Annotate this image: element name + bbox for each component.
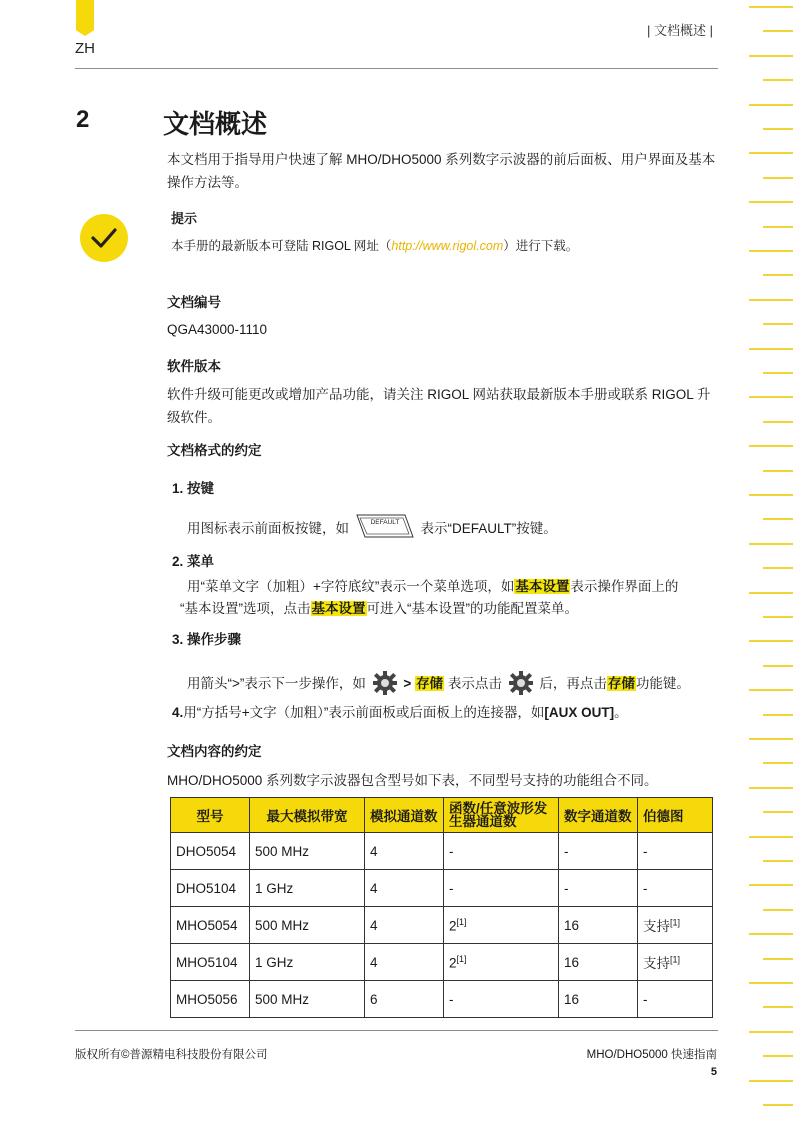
format-conventions-heading: 文档格式的约定 (167, 443, 262, 458)
ruler-tick (749, 592, 793, 594)
software-version-text: 软件升级可能更改或增加产品功能，请关注 RIGOL 网站获取最新版本手册或联系 RIGOL 升级软件。 (167, 387, 711, 425)
cell-bode-value: 支持 (643, 956, 670, 971)
cell-generator-channels (444, 833, 559, 870)
ruler-tick (763, 421, 793, 423)
cell-analog-channels-value: 4 (370, 880, 378, 896)
cell-bode (638, 944, 713, 981)
table-header-row (171, 798, 713, 833)
convention-2-line1-before: 用“菜单文字（加粗）+字符底纹”表示一个菜单选项，如 (187, 579, 515, 594)
cell-model (171, 944, 250, 981)
ruler-tick (763, 177, 793, 179)
tip-text-after: ）进行下载。 (503, 239, 579, 253)
cell-analog-channels (365, 944, 444, 981)
cell-generator-channels-value: 2 (449, 918, 457, 934)
tip-text-before: 本手册的最新版本可登陆 RIGOL 网址（ (171, 239, 392, 253)
cell-analog-channels-value: 4 (370, 954, 378, 970)
convention-1-before: 用图标表示前面板按键，如 (187, 521, 349, 536)
cell-digital-channels (559, 833, 638, 870)
intro-paragraph: 本文档用于指导用户快速了解 MHO/DHO5000 系列数字示波器的前后面板、用户界面及基本操作方法等。 (167, 152, 716, 190)
footnote-marker: [1] (670, 954, 681, 965)
convention-4 (172, 701, 628, 721)
ruler-tick (749, 104, 793, 106)
checkmark-icon (80, 214, 128, 262)
ruler-tick (763, 470, 793, 472)
language-label: ZH (75, 40, 95, 57)
cell-bandwidth (250, 944, 365, 981)
language-tab-marker (76, 0, 94, 36)
ruler-tick (763, 30, 793, 32)
default-key-label: DEFAULT (370, 519, 400, 526)
software-version-heading: 软件版本 (167, 359, 221, 374)
cell-analog-channels (365, 981, 444, 1018)
cell-generator-channels-value: - (449, 991, 454, 1007)
footer-divider (75, 1030, 718, 1031)
ruler-tick (749, 982, 793, 984)
convention-3-text (187, 670, 690, 696)
cell-model-value: MHO5104 (176, 954, 238, 970)
convention-4-prefix: 4. (172, 705, 184, 720)
convention-2-line2 (180, 598, 578, 620)
footer-copyright: 版权所有©普源精电科技股份有限公司 (75, 1049, 268, 1061)
convention-1-title: 1. 按键 (172, 481, 215, 496)
cell-bode (638, 907, 713, 944)
ruler-tick (763, 372, 793, 374)
default-key-icon (355, 513, 415, 546)
ruler-tick (749, 299, 793, 301)
col-header-bode: 伯德图 (638, 798, 713, 833)
footnote-marker: [1] (456, 953, 467, 964)
ruler-tick (763, 1104, 793, 1106)
ruler-tick (749, 494, 793, 496)
cell-digital-channels-value: 16 (564, 917, 580, 933)
ruler-tick (763, 616, 793, 618)
ruler-tick (749, 787, 793, 789)
ruler-tick (749, 884, 793, 886)
convention-2-line1 (187, 576, 678, 598)
gear-icon (508, 670, 534, 696)
cell-bandwidth-value: 1 GHz (255, 954, 294, 970)
cell-digital-channels (559, 981, 638, 1018)
convention-3-before: 用箭头“>”表示下一步操作，如 (187, 676, 366, 691)
ruler-tick (763, 274, 793, 276)
cell-digital-channels (559, 944, 638, 981)
ruler-tick (749, 6, 793, 8)
page-number: 5 (710, 1066, 717, 1078)
tip-text (171, 236, 578, 254)
cell-bandwidth-value: 500 MHz (255, 917, 310, 933)
doc-number-heading: 文档编号 (167, 295, 221, 310)
cell-analog-channels-value: 4 (370, 843, 378, 859)
cell-model (171, 981, 250, 1018)
cell-bandwidth (250, 833, 365, 870)
cell-digital-channels-value: 16 (564, 991, 580, 1007)
content-conventions-heading: 文档内容的约定 (167, 744, 262, 759)
ruler-tick (749, 55, 793, 57)
doc-number-value: QGA43000-1110 (167, 322, 268, 337)
ruler-tick (749, 836, 793, 838)
ruler-tick (749, 640, 793, 642)
ruler-tick (763, 226, 793, 228)
cell-generator-channels-value: 2 (449, 955, 457, 971)
ruler-tick (763, 323, 793, 325)
cell-generator-channels-value: - (449, 843, 454, 859)
convention-1-after: 表示“DEFAULT”按键。 (420, 521, 557, 536)
cell-bode-value: 支持 (643, 919, 670, 934)
ruler-tick (749, 1080, 793, 1082)
side-ruler-decoration (744, 0, 793, 1122)
cell-model-value: DHO5054 (176, 843, 237, 859)
footnote-marker: [1] (670, 917, 681, 928)
cell-analog-channels (365, 870, 444, 907)
footnote-marker: [1] (456, 916, 467, 927)
convention-4-suffix: 。 (614, 705, 628, 720)
table-row (171, 981, 713, 1018)
ruler-tick (763, 762, 793, 764)
ruler-tick (749, 152, 793, 154)
cell-analog-channels-value: 4 (370, 917, 378, 933)
cell-model (171, 870, 250, 907)
table-row (171, 907, 713, 944)
cell-bode-value: - (643, 880, 648, 896)
ruler-tick (749, 689, 793, 691)
convention-2-title: 2. 菜单 (172, 554, 215, 569)
cell-analog-channels (365, 833, 444, 870)
rigol-website-link[interactable]: http://www.rigol.com (391, 239, 504, 253)
convention-4-text: 用“方括号+文字（加粗）”表示前面板或后面板上的连接器，如 (183, 705, 545, 720)
ruler-tick (763, 128, 793, 130)
col-header-model: 型号 (171, 798, 250, 833)
col-header-bandwidth: 最大模拟带宽 (250, 798, 365, 833)
menu-highlight-storage: 存储 (416, 676, 444, 691)
ruler-tick (749, 445, 793, 447)
ruler-tick (749, 250, 793, 252)
cell-digital-channels-value: 16 (564, 954, 580, 970)
cell-bandwidth-value: 1 GHz (255, 880, 294, 896)
cell-bode (638, 981, 713, 1018)
cell-generator-channels-value: - (449, 880, 454, 896)
cell-generator-channels (444, 981, 559, 1018)
convention-2-line2-before: “基本设置”选项，点击 (180, 601, 311, 616)
col-header-generator-channels: 函数/任意波形发生器通道数 (444, 798, 559, 833)
cell-bode-value: - (643, 991, 648, 1007)
ruler-tick (763, 909, 793, 911)
convention-2-line2-after: 可进入“基本设置”的功能配置菜单。 (366, 601, 578, 616)
ruler-tick (763, 665, 793, 667)
content-conventions-text: MHO/DHO5000 系列数字示波器包含型号如下表，不同型号支持的功能组合不同。 (167, 773, 658, 788)
ruler-tick (763, 958, 793, 960)
menu-highlight-storage-2: 存储 (607, 676, 635, 691)
ruler-tick (749, 543, 793, 545)
cell-generator-channels (444, 870, 559, 907)
menu-highlight-basic-settings-2: 基本设置 (311, 601, 366, 616)
cell-bandwidth-value: 500 MHz (255, 991, 310, 1007)
menu-highlight-basic-settings: 基本设置 (515, 579, 570, 594)
cell-model (171, 833, 250, 870)
cell-bode (638, 870, 713, 907)
ruler-tick (763, 1055, 793, 1057)
cell-digital-channels-value: - (564, 843, 569, 859)
chapter-number: 2 (76, 106, 90, 133)
chapter-title: 文档概述 (163, 109, 268, 139)
col-header-digital-channels: 数字通道数 (559, 798, 638, 833)
cell-digital-channels (559, 870, 638, 907)
ruler-tick (749, 348, 793, 350)
ruler-tick (749, 396, 793, 398)
running-header: | 文档概述 | (647, 23, 713, 38)
cell-model-value: MHO5056 (176, 991, 238, 1007)
footer-doc-title: MHO/DHO5000 快速指南 (586, 1049, 717, 1061)
cell-model-value: DHO5104 (176, 880, 237, 896)
cell-analog-channels (365, 907, 444, 944)
cell-bandwidth (250, 981, 365, 1018)
cell-bandwidth (250, 870, 365, 907)
gear-icon (372, 670, 398, 696)
ruler-tick (763, 811, 793, 813)
ruler-tick (763, 860, 793, 862)
ruler-tick (763, 518, 793, 520)
cell-bandwidth (250, 907, 365, 944)
tip-title: 提示 (171, 211, 198, 226)
cell-digital-channels (559, 907, 638, 944)
header-divider (75, 68, 718, 69)
convention-3-title: 3. 操作步骤 (172, 632, 242, 647)
cell-model-value: MHO5054 (176, 917, 238, 933)
convention-3-mid: 表示点击 (447, 676, 502, 691)
table-row (171, 833, 713, 870)
convention-2-line1-after: 表示操作界面上的 (570, 579, 679, 594)
cell-generator-channels (444, 944, 559, 981)
model-table (170, 797, 713, 1018)
cell-model (171, 907, 250, 944)
cell-bandwidth-value: 500 MHz (255, 843, 310, 859)
ruler-tick (763, 1006, 793, 1008)
cell-generator-channels (444, 907, 559, 944)
table-row (171, 944, 713, 981)
cell-analog-channels-value: 6 (370, 991, 378, 1007)
col-header-analog-channels: 模拟通道数 (365, 798, 444, 833)
ruler-tick (749, 201, 793, 203)
convention-1-text (187, 513, 557, 546)
cell-digital-channels-value: - (564, 880, 569, 896)
ruler-tick (763, 567, 793, 569)
table-row (171, 870, 713, 907)
convention-3-after: 功能键。 (635, 676, 690, 691)
step-arrow: > (403, 676, 412, 691)
ruler-tick (749, 738, 793, 740)
cell-bode (638, 833, 713, 870)
convention-3-mid2: 后，再点击 (539, 676, 607, 691)
cell-bode-value: - (643, 843, 648, 859)
ruler-tick (749, 933, 793, 935)
ruler-tick (763, 714, 793, 716)
ruler-tick (749, 1031, 793, 1033)
aux-out-connector: [AUX OUT] (544, 705, 615, 720)
ruler-tick (763, 79, 793, 81)
